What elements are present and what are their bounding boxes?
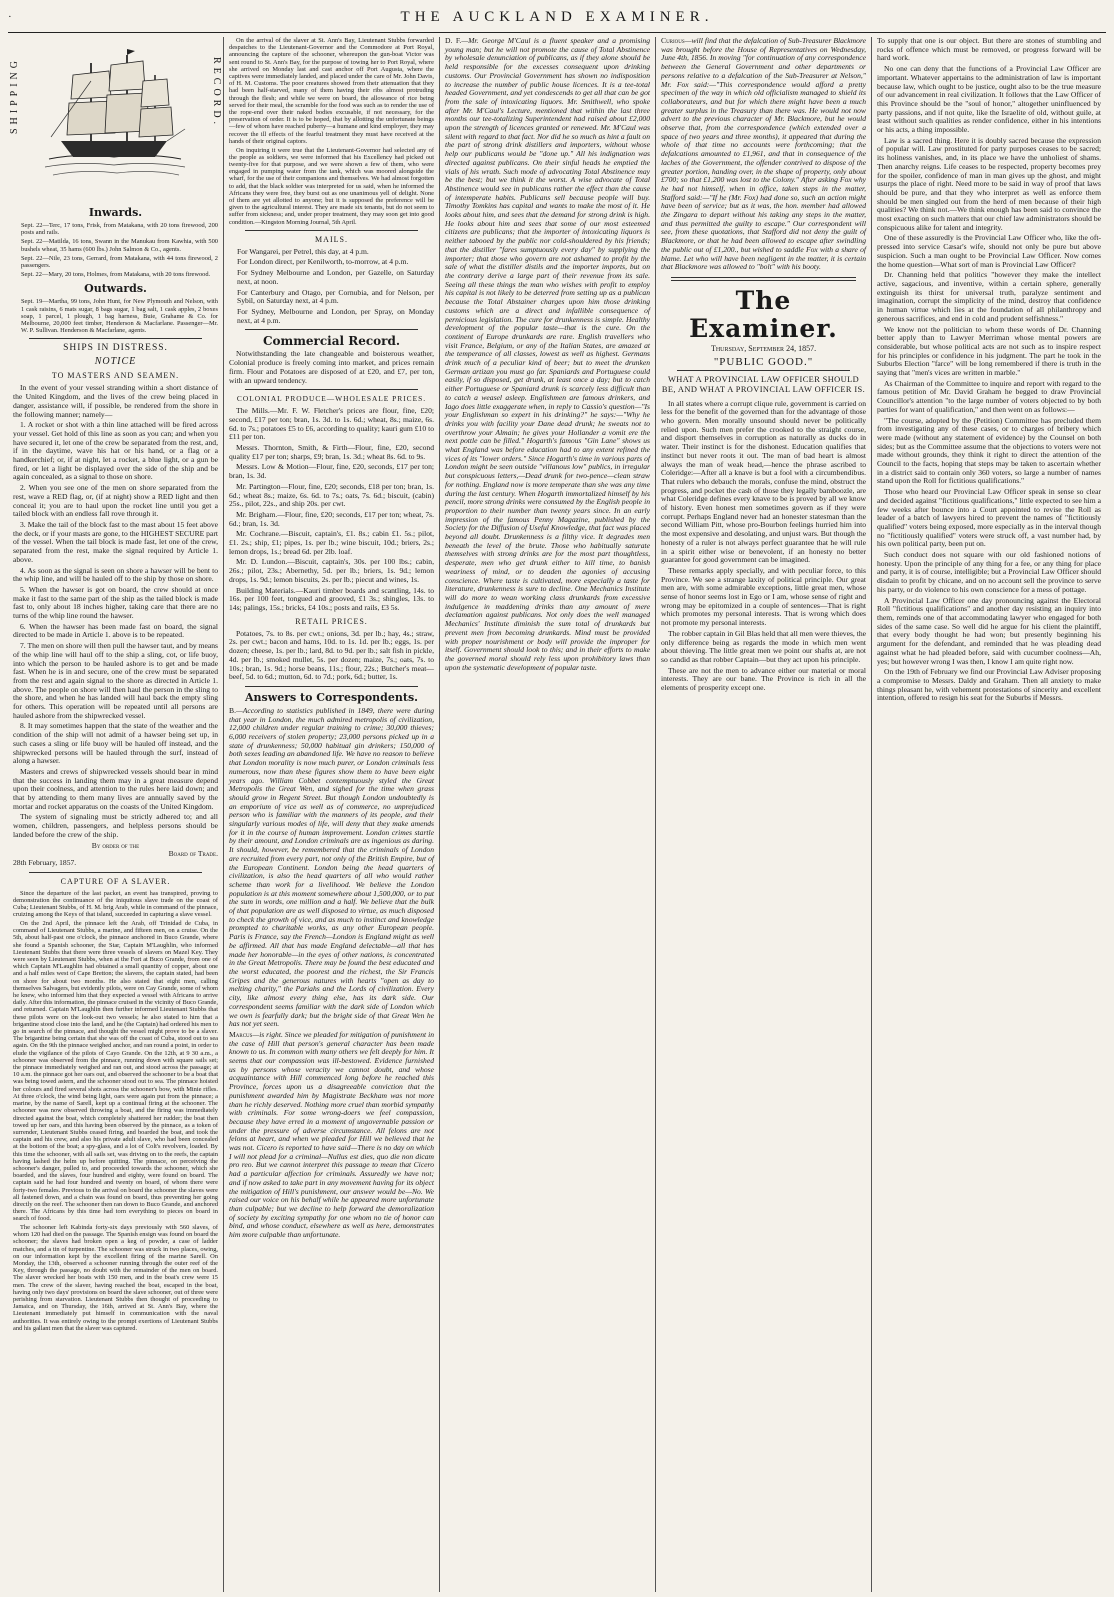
mail-item: For Sydney Melbourne and London, per Gazelle, on Saturday next, at noon. [237,268,434,286]
column-4 [656,37,872,1592]
answer-curious [661,37,866,272]
column-2 [224,37,440,1592]
paragraph: Law is a sacred thing. Here it is doubly sacred because the expression of popular will. Law prostituted for party purposes ceases to be sacred; its holiness vanishes, and, in its place we have the unholiest of shams. Then anarchy reigns. Life ceases to be respected, property becomes prey for the spoiler, confidence of man in man gives up the ghost, and might usurps the place of right. Need more to be said in way of proof that laws should be pure, and that they who interpret as well as enforce them should be men singled out from the herd of men because of their high qualities? We think not.—We think enough has been said to convince the most exacting on such matters that our chief law administrators should be conspicuous alike for talent and integrity. [877,135,1101,232]
shipping-label: SHIPPING [9,57,20,135]
issue-date: Thursday, September 24, 1857. [710,343,817,353]
paragraph: On inquiring it were true that the Lieutenant-Governor had selected any of the people as soldiers, we were informed that his Excellency had picked out twenty-five for that purpose, and we were shown a few of them, who were engaged in pumping water from the tank, which was moored alongside the wharf, for the use of their companions and themselves. We had almost forgotten to add, that the black soldier was interpreted for us said, when he informed the Africans they were free, they burst out as one unanimous yell of delight. None of them are yet allotted to anyone; but it is supposed the preference will be given to the agricultural interest. They are made six tenants, but do not seem to suffer from sickness; and, under proper treatment, they may soon get into good condition.—Kingston Morning Journal, 5th April. [229,146,434,226]
paragraph: 5. When the hawser is got on board, the crew should at once make it fast to the same part of the ship as the tailed block is made fast to, only about 18 inches higher, taking care that there are no turns of the whip line round the hawser. [13,584,218,621]
paragraph: The robber captain in Gil Blas held that all men were thieves, the only difference being as regards the mode in which men went about thieving. The little great men we point our shafts at, are not so candid as that robber Captain—but they act upon his principle. [661,628,867,664]
masthead-mark: · [8,11,12,23]
commercial-intro: Notwithstanding the late changeable and boisterous weather, Colonial produce is freely coming into market, and prices remain firm. Flour and Potatoes are disposed of at £20, and £7, per ton, with an upward tendency. [229,349,434,385]
divider [245,389,418,390]
notice-heading: NOTICE [94,356,137,368]
examiner-title: The Examiner. [689,285,838,343]
paragraph: Those who heard our Provincial Law Officer speak in sense so clear and decided against "fictitious qualifications," little expected to see him a few weeks after bounce into a Court appointed to revise the Roll as leader of a batch of lawyers hired to prevent the names of "fictitiously qualified" voters being exposed, more especially as in the interval though no "fictitiously qualified" voters were struck off, a vast number had, by his own political party, been put on. [877,487,1101,549]
divider [677,370,850,371]
answer-lead: B. [229,705,236,715]
answer-lead: D. F. [445,37,462,45]
retail-prices: Potatoes, 7s. to 8s. per cwt.; onions, 3d. per lb.; hay, 4s.; straw, 2s. per cwt.; bacon and hams, 10d. to 1s. 1d. per lb.; eggs, 1s. per dozen; cheese, 1s. per lb.; lard, 8d. to 9d. per lb.; salt fish in pickle, 4d. per lb.; smoked mullet, 5s. per dozen; maize, 7s.; oats, 7s. to 10s.; bran, 1s. 9d.; horse beans, 11s.; flour, 22s.; Butcher's meat—beef, 5d. to 6d.; mutton, 6d. to 7d.; pork, 6d.; butter, 1s. [229,628,434,682]
price-entry: Building Materials.—Kauri timber boards and scantling, 14s. to 16s. per 100 feet, tongued and grooved, £1 3s.; shingles, 13s. to 14s; palings, 15s.; bricks, £4 10s.; posts and rails, £3 5s. [229,585,434,612]
price-entry: The Mills.—Mr. F. W. Fletcher's prices are flour, fine, £20; second, £17 per ton; bran, 1s. 3d. to 1s. 6d.; wheat, 8s.; maize, 6s. 6d. to 7s.; potatoes £5 to £6, according to quality; kauri gum £10 to £11 per ton. [229,406,434,442]
paragraph: Dr. Channing held that politics "however they make the intellect active, sagacious, and inventive, within a certain sphere, generally extinguish its thirst for universal truth, paralyze sentiment and imagination, corrupt the simplicity of the mind, destroy that confidence in human virtue which lies at the foundation of all philanthropy and generous sacrifices, and end in cold and prudent selfishness." [877,270,1101,323]
paragraph: 2. When you see one of the men on shore separated from the rest, wave a RED flag, or, (if at night) show a RED light and then conceal it; you are to haul upon the rocket line until you get a tailed block with an endless fall rove through it. [13,483,218,519]
price-entry: Mr. D. Lundon.—Biscuit, captain's, 30s. per 100 lbs.; cabin, 26s.; pilot, 23s.; Abernethy, 5d. per lb.; briers, 1s. 9d.; lemon drops, 1s. 9d.; lemon biscuits, 2s. per lb.; piecut and wines, 1s. [229,557,434,584]
paragraph: To supply that one is our object. But there are stones of stumbling and rocks of offence which must be removed, or progress forward will be hard work. [877,37,1101,63]
paragraph: 6. When the hawser has been made fast on board, the signal directed to be made in Article 1. above is to be repeated. [13,621,218,640]
outwards-heading: Outwards. [84,282,147,296]
mails-heading: MAILS. [315,234,348,244]
paragraph: As Chairman of the Committee to inquire and report with regard to the famous petition of Mr. David Graham he begged to draw Provincial Councillor's attention "to the large number of voters objected to by both parties for want of qualification," and then went on as follows:— [877,378,1101,414]
answer-text: —will find that the defalcation of Sub-Treasurer Blackmore was brought before the House of Representatives on Wednesday, June 4th, 1856. In moving "for continuation of any correspondence between the General Government and other departments or persons relative to a defalcation of the Sub-Treasurer at Nelson," Mr. Fox said:—"This correspondence would afford a pretty specimen of the way in which old officialism managed to shield its collaborateurs, and but for which there might have been a much greater surplus in the Treasury than there was. He would not now advert to the previous character of Mr. Blackmore, but he would observe that, from the correspondence (which extended over a space of two years and three months), it appeared that during the whole of that time no accounts were forthcoming; that the defalcations amounted to £1,961, and that in consequence of the laches of the Government, the offender contrived to dispose of the greater portion, handing over, in the shape of property, only about £700; so that £1,200 was lost to the Colony." After asking Fox why he had not himself, when in office, taken steps in the matter, Stafford said:—"If he (Mr. Fox) had done so, such an action might have been of service; but as it was, the hon. member had allowed the Zingara to depart without his taking any steps in the matter, and thus permitted the guilty to escape." Our correspondent will see, from these quotations, that Stafford did not deny the guilt of Blackmore, or that he had been allowed to escape after swindling the public out of £1,200., but wished to saddle Fox with a share of blame. Let who will have been negligent in the matter, it is certain that Blackmore was allowed to "bolt" with his booty. [661,37,866,272]
divider [671,277,856,281]
masthead [8,6,1106,33]
answer-lead: Marcus [229,1029,253,1039]
notice-date: 28th February, 1857. [13,858,77,867]
commercial-heading: Commercial Record. [262,334,401,349]
answers-heading: Answers to Correspondents. [245,690,418,704]
paragraph: Since the departure of the last packet, an event has transpired, proving to demonstration the continuance of the iniquitous slave trade on the coast of Cuba; Lieutenant Stubbs, of H. M. brig Arab, while in command of the pinnace, cruizing among the Keys of that island, succeeded in capturing a slave vessel. [13,889,218,919]
price-entry: Messrs. Thornton, Smith, & Firth—Flour, fine, £20, second quality £17 per ton; sharps, £9; bran, 1s. 3d.; wheat 8s. 6d. to 9s. [229,443,434,461]
distress-body [13,384,218,839]
paragraph: One of these assuredly is the Provincial Law Officer who, like the oft-pressed into service Cæsar's wife, should not only be pure but above suspicion. Such a man ought to be Provincial Law Officer. Now comes the home question—What sort of man is Provincial Law Officer? [877,233,1101,269]
inwards-entry: Sept. 22—Mary, 20 tons, Holmes, from Matakana, with 20 tons firewood. [21,271,211,279]
mail-item: For London direct, per Kenilworth, to-morrow, at 4 p.m. [237,257,409,267]
column-1 [8,37,224,1592]
motto: "PUBLIC GOOD." [713,355,814,368]
paragraph: These are not the men to advance either our material or moral interests. They are our bane. The Province is rich in all the elements of prosperity except one. [661,665,866,693]
paragraph: Such conduct does not square with our old fashioned notions of honesty. Upon the principle of any thing for a fee, or any thing for place and party, it is of course, intelligible; but a Provincial Law Officer should disdain to profit by chicane, and on no account sell the province to serve his party, or do violence to his own conscience for a mess of pottage. [877,550,1101,594]
paragraph: Masters and crews of shipwrecked vessels should bear in mind that the success in landing them may in a great measure depend upon their coolness, and attention to the rules here laid down; and that by attending to them many lives are annually saved by the mortar and rocket apparatus on the coasts of the United Kingdom. [13,766,218,811]
outwards-entry: Sept. 19—Martha, 99 tons, John Hunt, for New Plymouth and Nelson, with 1 cask raisins, 6 mats sugar, 8 bags sugar, 1 bag salt, 1 cask apples, 2 boxes soap, 1 parcel, 1 plough, 1 bag harness, Buie, Grahame & Co. for Melbourne, 20,000 feet timber, Henderson & Macfarlane. Passenger—Mr. W. P. Sullivan. Henderson & Macfarlane, agents. [21,298,218,335]
column-3 [440,37,656,1592]
paragraph: 7. The men on shore will then pull the hawser taut, and by means of the whip line will haul off to the ship a sling, cot, or life buoy, into which the person to be hauled ashore is to get and be made fast. When he is in and secure, one of the crew must be separated from the rest and again signal to the shore as directed in Article 1. above. The people on shore will then haul the person in the sling to the shore, and when he has landed will haul back the empty sling for others. This operation will be repeated until all persons are hauled ashore from the shipwrecked vessel. [13,641,218,720]
mail-item: For Canterbury and Otago, per Cornubia, and for Nelson, per Sybil, on Saturday next, at 4 p.m. [237,287,434,306]
paragraph: On the 2nd April, the pinnace left the Arab, off Trinidad de Cuba, in command of Lieutenant Stubbs, a marine, and fifteen men, on a cruise. On the 5th, about half-past one o'clock, the pinnace anchored in Buco Grande, where she found a Spanish schooner, the Star, Captain M'Laughlin, who informed Lieutenant Stubbs that there were three vessels of slavers on Mazel Key. They were seen by Lieutenant Stubbs, when at the Fort at Buco Grande, from one of which Captain M'Laughlin had obtained a small quantity of copper, about one and a half miles west of Cape Bretton; the slavers, the captain stated, had been on shore for about two months. He also stated that eight men, calling themselves Salvagers, but evidently pilots, were on Cay Grande, some of whom he knew, who informed him that they expected a vessel with Africans to arrive daily. After this information, the pinnace cruised in the vicinity of Buco Grande, and returned. Captain M'Laughlin then further informed Lieutenant Stubbs that these pilots were on the look-out two vessels; he also stated to him that a brigantine stood close into the land, and he (the Captain) had ordered his men to go in search of the pinnace, and thought the vessel might prove to be a slaver. The brigantine being certain that she was off the coast of Cuba, stood out to sea again. On the 9th the pinnace weighed anchor, and ran round a point, in order to elude the vigilance of the pilots of Cayo Grande. On the 12th, at 9 30 a.m., a schooner was observed from the pinnace, running down with square sails set; the pinnace immediately weighed and ran out, and stood across the passage; at 10 a.m. the pinnace got her oars out, and observed the schooner to be a boat that was being towed astern, and the schooner stood out to sea. The pinnace hoisted her colours and fired several shots across the schooner's bow, with Minie rifles. At three o'clock, the wind being light, oars were again put from the pinnace; a marine, by the name of Sarell, kept up a continual firing at the schooner. The schooner was now observed throwing a boat, and the firing was immediately directed against the boat, which completely shattered her rudder; the boat then towed up her oars, and this having been observed by the pinnace, as a token of surrender, Lieutenant Stubbs ceased firing, and boarded the boat, and took the captain and his crew, and also his private adult slave, who had been concealed at the bottom of the boat; a spy-glass, and a lot of Colt's revolvers, loaded. By this time the schooner, with all sails set, was driving on to the reefs, the captain having lashed the helm up before quitting. The pinnace, on perceiving the schooner's danger, pulled to, and proceeded towards the schooner, which she boarded, and the slaves, four hundred and eighty, were found on board. The captain said he had four hundred and twenty on board, of whom there were forty-two females. Previous to the arrival on board the schooner the slaves were all fastened down, and a chain was found on board, thus preventing her going directly on the reef. The schooner then ran down to Buco Grande, and anchored there. The Africans by this time had torn everything to pieces on board in search of food. [13,920,218,1223]
answer-marcus [229,1031,434,1240]
divider [245,230,418,231]
paragraph: In all states where a corrupt clique rule, government is carried on less for the benefit of the governed than for the advantage of those who govern. Men morally unsound should never be politically relied upon. Such men prefer the crooked to the straight course, and disport themselves in corruption as naturally as ducks do in water. Their instinct is for the dishonest. Education qualifies that instinct but never roots it out. The man of bad heart is almost always the man of weak head,—hence the phrase ascribed to Coleridge:—After all a knave is but a fool with a circumbendibus. That rulers who debauch the morals, confuse the mind, obstruct the progress, and pocket the cash of those they legally bamboozle, are what Coleridge defines every knave to be is proved by all we know of history. Even honest men sometimes govern as if they were corrupt. Perhaps England never had an honester statesman than the second William Pitt, whose pro-Bourbon feelings hurried him into the most expensive and desolating, and unjust wars. But though the honesty of a ruler is not always perfect guarantee that he will rule in a spirit either wise or benevolent, if an honesty no better guarantee for good government can be imagined. [661,398,866,565]
paragraph: 3. Make the tail of the block fast to the mast about 15 feet above the deck, or if your masts are gone, to the HIGHEST SECURE part of the vessel. When the tail block is made fast, let one of the crew, separated from the rest, make the signal required by Article 1. above. [13,519,218,564]
price-entry: Mr. Cochrane.—Biscuit, captain's, £1. 8s.; cabin £1. 5s.; pilot, £1. 2s.; ship, £1; pipes, 1s. per lb.; wine biscuit, 10d.; briers, 2s.; lemon drops, 1s.; bread 6d. per 2lb. loaf. [229,529,434,556]
slaver-body-continued [229,37,434,226]
answer-lead: Curious [661,37,685,45]
mail-item: For Sydney, Melbourne and London, per Spray, on Monday next, at 4 p.m. [237,307,434,325]
paragraph: The system of signaling must be strictly adhered to; and all women, children, passengers, and helpless persons should be landed before the crew of the ship. [13,812,218,839]
answer-df [445,37,650,672]
paragraph: On the 19th of February we find our Provincial Law Adviser proposing a compromise to Messrs. Daldy and Graham. Then all anxiety to make things pleasant he, with vehement protestations of sincerity and excellent intention, offered to resign his seat for the Suburbs if Messrs. [877,667,1101,703]
newspaper-title: THE AUCKLAND EXAMINER. [400,9,714,25]
paragraph: 8. It may sometimes happen that the state of the weather and the condition of the ship will not admit of a hawser being set up, in such cases a sling or life buoy will be hauled off instead, and the shipwrecked persons will be hauled through the surf, instead of along a hawser. [13,721,218,766]
wholesale-heading: COLONIAL PRODUCE—WHOLESALE PRICES. [236,394,427,404]
notice-subheading: TO MASTERS AND SEAMEN. [51,371,180,381]
price-entry: Mr. Partington—Flour, fine, £20; seconds, £18 per ton; bran, 1s. 6d.; wheat 8s.; maize, 6s. 6d. to 7s.; oats, 7s. 6d.; biscuit, (cabin) 25s., pilot, 22s., and ship 20s. per cwt. [229,481,434,509]
answer-text: —According to statistics published in 1849, there were during that year in London, the much admired metropolis of civilization, 12,000 children under regular training to crime; 30,000 thieves; 6,000 receivers of stolen property; 23,000 persons picked up in a state of drunkenness; 50,000 habitual gin drinkers; 150,000 of both sexes leading an abandoned life. We have no reason to believe that London morality is now much purer, or London criminals less numerous, now than these figures show them to have been eight years ago. William Cobbet contemptuously styled the Great Metropolis the Great Wen, and sighed for the time when grass should grow in Regent Street. But though London undoubtedly is an emporium of vice as well as of commerce, no unprejudiced person who is familiar with the manners of its people, and their singularly various modes of life, will deny that they make amends for it in the course of human improvement. London crimes startle by their amount, and London criminals are as ingenious as daring. It should, however, be remembered that the criminals of London are recruited from every part, not only of the British Empire, but of the European Continent. London being the head quarters of civilization, is also the head quarters of all who would rather scheme than work for a livelihood. We believe the London population is at this moment somewhere about 1,500,000, or to put the sum in words, one million and a half. We believe that the bulk of that population are as well disposed to virtue, as much disposed to check the growth of vice, and as much to instinct and knowledge prompted to charitable works, as any other European people. Paris is France, say the French—London is England might as well be affirmed. All that has made England delectable—all that has made her honorable—in the eyes of other nations, is concentrated in the Great Metropolis. There may be found the best educated and the worst educated, the poorest and the richest, the Sir Francis Gripes and the generous natures with hearts "open as day to melting charity," the Pariahs and the Lords of civilization. Every city, like almost every thing else, has its dark side. Our correspondent seems familiar with the dark side of London which we own is fearfully dark; but the bright side of that Great Wen he has not yet seen. [229,705,434,1029]
shipping-record-header [9,37,222,202]
inwards-heading: Inwards. [88,206,143,219]
signature: Board of Trade. [168,849,218,859]
answer-b [229,707,434,1029]
order-line: By order of the [91,840,140,850]
divider [245,329,418,330]
slaver-heading: CAPTURE OF A SLAVER. [60,876,171,886]
paragraph: These remarks apply specially, and with peculiar force, to this Province. We see a strange laxity of political principle. Our great men are, with some admirable exceptions, little great men, whose sense of honor seems lost in Ego or I am, whose sense of right and wrong may be epitomized in a couple of sentences—That is right which promotes my personal interests. That is wrong which does not promote my personal interests. [661,565,866,628]
price-entry: Messrs. Low & Motion—Flour, fine, £20, seconds, £17 per ton; bran, 1s. 3d. [229,462,434,481]
paragraph: A Provincial Law Officer one day pronouncing against the Electoral Roll "fictitious qualifications" and another day resisting an inquiry into them, reminds one of that accommodating lawyer who engaged for both sides of the same case. So well did he argue for his client the plaintiff, that every body thought he had won; but presently beginning his argument for the defendant, and reminded that he was pleading dead against what he had pleaded before, said with cucumber coolness—Ah, yes; but however wrong I was then, I know I am quite right now. [877,595,1101,666]
inwards-entry: Sept. 22—Matilda, 16 tons, Swann in the Manukau from Kawhia, with 500 bushels wheat, 35 hams (600 lbs.) John Salmon & Co., agents. [21,238,218,253]
retail-heading: RETAIL PRICES. [295,616,368,626]
answer-text: —Mr. George M'Caul is a fluent speaker and a promising young man; but he will not promote the cause of Total Abstinence by wholesale denunciation of publicans, as if they alone should be held responsible for the excesses consequent upon drinking customs. Our Provincial Government has shown no indisposition to increase the number of public house licences. It is a tee-total headed Government, and yet condescends to get all that can be got from the sale of intoxicating liquors. Mr. Smithwell, who spoke after Mr. M'Caul's Lecture, mentioned that within the last three months our tee-totalizing Superintendent had raised about £2,000 upon the strength of licences granted or renewed. Mr. M'Caul was silent with regard to that fact. Nor did he so much as hint a fault on the part of strong drink distillers and importers, without whose help our publicans would be "done up." All his indignation was directed against publicans. On their sinful heads he emptied the vials of his wrath. Such mode of advocating Total Abstinence may be the best; but we think it the worst. A wise advocate of Total Abstinence would see in publicans rather the effect than the cause of intemperate habits. Publicans sell because people will buy. Timothy Tomkins has capital and wants to make the most of it. He looks about him, and sees that the demand for strong drink is high. He looks about him and sees that some of our most esteemed citizens are publicans; that the importer of intoxicating liquors is neither tabooed by the public nor cold-shouldered by his friends; that the distiller "fares sumptuously every day" by supplying the importer; that those who govern are not ashamed to profit by the sale of what the distiller distils and the importer imports, but on the contrary derive a large part of their revenue from its sale. Seeing all these things the man who wishes with profit to employ his capital is not likely to be deterred from setting up as a publican because the Total Abstainer charges upon him those drinking customs which are a direct and infallible consequence of pernicious legislation. The cure for drunkenness is simple. Healthy development of the popular taste—that is the cure. On the continent of Europe drunkards are rare. English travellers who visit France, Belgium, or any of the Italian States, are amazed at the temperance of all classes, lowest as well as highest. Germans drink much of a peculiar kind of beer; but to meet the drunken German artizan you must go far. Spaniards and Portuguese could easily, if so disposed, get drunk, at least once a day; but to catch either Portuguese or Spaniard drunk is scarcely less difficult than to catch a weasel asleep. Englishmen are famous drinkers, and Iago does little exaggerate when, in reply to Cassio's question—"Is your Englishman so expert in his drinking?" he says:—"Why he drinks you with facility your Dane dead drunk; he sweats not to overthrow your Almain; he gives your Hollander a vomit ere the next pottle can be filled." Hogarth's famous "Gin Lane" shows us what England was before education had to any extent refined the vices of its "lower orders." Since Hogarth's time in various parts of London might be seen outside "villanous low" publics, in irregular but conspicuous letters,—Dead drunk for two-pence—clean straw for nothing. England now is more temperate than she was any time during the last century. When Hogarth immortalized himself by his pencil, more strong drinks were consumed by the English people in proportion to their number than twenty years since. In an early impression of the famous Penny Magazine, published by the Society for the Diffusion of Useful Knowledge, that fact was placed beyond all doubt. Drunkenness is a filthy vice. It degrades men beneath the level of the brute. Those who habitually saturate themselves with strong drinks are for the most part thoughtless, desperate, men who get drunk either to kill time, to banish weariness of mind, or to deaden the agonies of accusing conscience. Where taste is cultivated, more especially a taste for literature, drunkenness is sure to decline. One Mechanics Institute will do more to wean working class drunkards from excessive indulgence in maddening drinks than any amount of mere declamation against publicans. Not only does the well managed Mechanics' Institute diminish the sum total of drunkards but prevent men from becoming drunkards. Mind must be provided with proper nourishment or body will provide the improper for itself. Government should look to this; and in their efforts to make the governed moral should rely less upon prohibitory laws than upon the systematic development of popular taste. [445,37,650,672]
inwards-entry: Sept. 22—Terc, 17 tons, Frisk, from Matakana, with 20 tons firewood, 200 posts and rails. [21,222,218,237]
price-entry: Mr. Brigham.—Flour, fine, £20; seconds, £17 per ton; wheat, 7s. 6d.; bran, 1s. 3d. [229,509,434,528]
column-5 [872,37,1106,1592]
paragraph: 1. A rocket or shot with a thin line attached will be fired across your vessel. Get hold of this line as soon as you can; and when you have secured it, let one of the crew be separated from the rest, and, if in the daytime, wave his hat or his hand, or a flag or a handkerchief; or, if at night, let a rocket, a blue light, or a gun be fired, or let a light be displayed over the side of the ship and be again concealed, as a signal to those on shore. [13,420,218,482]
record-label: RECORD. [211,57,222,129]
slaver-body [13,890,218,1332]
article-title: WHAT A PROVINCIAL LAW OFFICER SHOULD BE, AND WHAT A PROVINCIAL LAW OFFICER IS. [661,375,866,394]
divider [29,872,202,873]
paragraph: We know not the politician to whom these words of Dr. Channing better apply than to Lawyer Merriman whose mental powers are considerable, but whose political acts are not such as to inspire respect for his principles or confidence in his judgment. The part he took in the Suburbs Election "farce" will be long remembered if there is truth in the saying that "men's vices are written in marble." [877,324,1101,378]
paragraph: No one can deny that the functions of a Provincial Law Officer are important. Whatever appertains to the administration of law is important because law, which ought to be justice, ought also to be the true measure of our advancement in real civilization. It follows that the Law Officer of this Province should be the "soul of honor," altogether uninfluenced by party passions, and if not quite, like the Israelite of old, without guile, at least without such qualities as render confidence, either in his intentions or his acts, a thing impossible. [877,64,1101,135]
paragraph: 4. As soon as the signal is seen on shore a hawser will be bent to the whip line, and will be hauled off to the ship by those on shore. [13,565,218,584]
distress-heading: SHIPS IN DISTRESS. [63,343,168,354]
paragraph: In the event of your vessel stranding within a short distance of the United Kingdom, and the lives of the crew being placed in danger, assistance will, if possible, be rendered from the shore in the following manner; namely— [13,383,218,419]
answer-text: —is right. Since we pleaded for mitigation of punishment in the case of Hill that person's general character has been made known to us. In common with many others we felt deeply for him. It seems that our compassion was ill-bestowed. Evidence furnished us by persons whose veracity we cannot doubt, and whose acquaintance with Hill commenced long before he reached this Province, forces upon us a disagreeable conviction that the punishment awarded him by Magistrate Beckham was not more than he richly deserved. Nothing more cruel than morbid sympathy with criminals. For some wrong-doers we feel compassion, because they have erred in a moment of ungovernable passion or under the pressure of adverse circumstance. All felons are not felons at heart, and when we pleaded for Hill we believed that he was not. Cicero is reported to have said—There is no day on which I will not plead for a criminal—Nullus est dies, quo die non dicam pro reo. But we cannot interpret this passage to mean that Cicero had a particular affection for criminals. Assuredly we have not; and if now asked to take part in any movement having for its object the mitigation of Hill's punishment, our answer would be—No. We raised our voice on his behalf while he appeared more unfortunate than culpable; but we decline to help forward the demoralization of society by exciting sympathy for one whom no tie of honor can bind, and whose conduct, elsewhere as well as here, demonstrates him more culpable than unfortunate. [229,1029,434,1240]
mail-item: For Wangarei, per Petrel, this day, at 4 p.m. [237,246,369,256]
inwards-entry: Sept. 22—Nile, 23 tons, Gerrard, from Matakana, with 44 tons firewood, 2 passengers. [21,254,218,270]
paragraph: On the arrival of the slaver at St. Ann's Bay, Lieutenant Stubbs forwarded despatches to the Lieutenant-Governor and the Commodore at Port Royal, announcing the capture of the schooner, whereupon the gun-boat Victor was sent round to St. Ann's Bay, for the purpose of towing her to Port Royal, where she arrived on Monday last and cast anchor off Port Augusta, where the captives were immediately landed, and placed under the care of Mr. John Davis, of H. M. Customs. The poor creatures showed from their attenuation that they had been half-starved, many of them having their ribs almost protruding through the flesh; and while we were on board, the allowance of rice being served for their meal, the scramble for the food was such as to render the use of the rope-end over their naked bodies excusable, if not necessary, for the preservation of order. It is to be hoped, that by allotting the unfortunate beings—few of whom have reached puberty—a humane and kind employer, they may recover the ill effects of the fearful treatment they must have received at the hands of their original captors. [229,37,434,145]
divider [245,686,418,687]
paragraph: The schooner left Kabinda forty-six days previously with 560 slaves, of whom 120 had died on the passage. The Spanish ensign was found on board the schooner; the slaves had broken open a keg of powder, a case of ladder matches, and a tin of turpentine. The schooner was struck in two places, owing, on our information kept by the excellent firing of the marine Sarell. On Monday, the 13th, observed a schooner running through the outer reef of the Key, through the passage, no doubt with the remainder of the men on board. The slaver wrecked her boats with 150 men, and in the boat's crew were 15 men. The crew of the slaver, having reached the boat, escaped in the boat, having only two days' provisions on board the slave schooner, out of three were perishing from starvation. Lieutenant Stubbs then thought of proceeding to Jamaica, and on Thursday, the 16th, arrived at St. Ann's Bay, where the Lieutenant immediately put himself in communication with the naval authorities. It was entirely owing to the prompt exertions of Lieutenant Stubbs and his gallant men that the slaver was captured. [13,1224,218,1332]
paragraph: "The course, adopted by the (Petition) Committee has precluded them from investigating any of these cases, or to charges of bribery which were made (without any statement of evidence) by the Counsel on both sides; but as the Committee assume that the objections to voters were not made without grounds, they think it right to direct the attention of the Council to the facts, hoping that steps may be taken to ascertain whether in a district said to contain only 360 voters, so large a number of names stand upon the Roll for fictitious qualifications." [877,415,1101,486]
divider [29,338,202,339]
sailing-ship-illustration [39,41,189,196]
columns [8,37,1106,1592]
